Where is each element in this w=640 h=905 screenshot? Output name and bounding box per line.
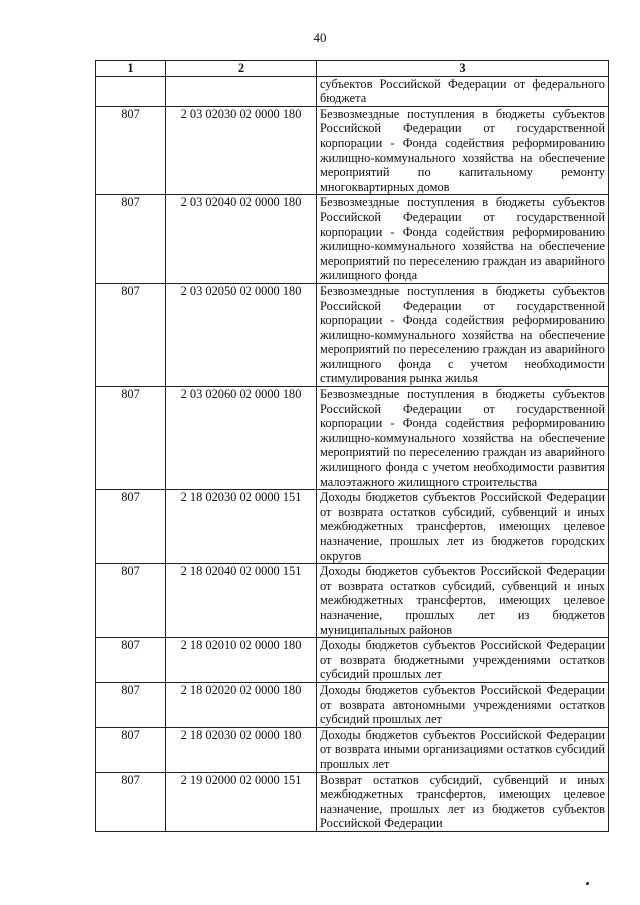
income-code-cell: 2 18 02020 02 0000 180 [166,682,317,727]
chapter-code-cell: 807 [96,772,166,831]
chapter-code-cell: 807 [96,564,166,638]
chapter-code-cell: 807 [96,283,166,386]
chapter-code-cell: 807 [96,195,166,284]
description-cell: субъектов Российской Федерации от федерального бюджета [317,76,609,106]
income-codes-table [95,60,609,832]
chapter-code-cell: 807 [96,387,166,490]
table-row [96,564,609,638]
table-row [96,638,609,683]
chapter-code-cell: 807 [96,106,166,195]
table-row [96,106,609,195]
table-row [96,387,609,490]
income-code-cell: 2 03 02050 02 0000 180 [166,283,317,386]
description-cell: Доходы бюджетов субъектов Российской Федерации от возврата остатков субсидий, субвенций и иных межбюджетных трансфертов, имеющих целевое назначение, прошлых лет из бюджетов муниципальных районов [317,564,609,638]
chapter-code-cell: 807 [96,638,166,683]
table-row [96,727,609,772]
income-code-cell: 2 03 02030 02 0000 180 [166,106,317,195]
header-col-2: 2 [166,61,317,77]
income-code-cell: 2 03 02040 02 0000 180 [166,195,317,284]
income-code-cell [166,76,317,106]
chapter-code-cell: 807 [96,727,166,772]
chapter-code-cell: 807 [96,490,166,564]
scan-speck [586,882,589,885]
description-cell: Безвозмездные поступления в бюджеты субъектов Российской Федерации от государственной корпорации - Фонда содействия реформированию жилищно-коммунального хозяйства на обеспечение мероприятий по переселению граждан из аварийного жилищного фонда [317,195,609,284]
description-cell: Доходы бюджетов субъектов Российской Федерации от возврата иными организациями остатков субсидий прошлых лет [317,727,609,772]
page-number: 40 [313,30,327,45]
description-cell: Безвозмездные поступления в бюджеты субъектов Российской Федерации от государственной корпорации - Фонда содействия реформированию жилищно-коммунального хозяйства на обеспечение мероприятий по переселению граждан из аварийного жилищного фонда с учетом необходимости развития малоэтажного жилищного строительства [317,387,609,490]
income-code-cell: 2 18 02010 02 0000 180 [166,638,317,683]
table-row [96,283,609,386]
description-cell: Безвозмездные поступления в бюджеты субъектов Российской Федерации от государственной корпорации - Фонда содействия реформированию жилищно-коммунального хозяйства на обеспечение мероприятий по переселению граждан из аварийного жилищного фонда с учетом необходимости стимулирования рынка жилья [317,283,609,386]
description-cell: Доходы бюджетов субъектов Российской Федерации от возврата остатков субсидий, субвенций и иных межбюджетных трансфертов, имеющих целевое назначение, прошлых лет из бюджетов городских округов [317,490,609,564]
description-cell: Безвозмездные поступления в бюджеты субъектов Российской Федерации от государственной корпорации - Фонда содействия реформированию жилищно-коммунального хозяйства на обеспечение мероприятий по капитальному ремонту многоквартирных домов [317,106,609,195]
table-row [96,490,609,564]
income-code-cell: 2 18 02030 02 0000 180 [166,727,317,772]
table-row [96,772,609,831]
income-code-cell: 2 19 02000 02 0000 151 [166,772,317,831]
table-row [96,682,609,727]
header-col-3: 3 [317,61,609,77]
table-header-row [96,61,609,77]
income-code-cell: 2 18 02030 02 0000 151 [166,490,317,564]
chapter-code-cell [96,76,166,106]
income-code-cell: 2 18 02040 02 0000 151 [166,564,317,638]
header-col-1: 1 [96,61,166,77]
description-cell: Доходы бюджетов субъектов Российской Федерации от возврата автономными учреждениями остатков субсидий прошлых лет [317,682,609,727]
chapter-code-cell: 807 [96,682,166,727]
table-row [96,195,609,284]
income-code-cell: 2 03 02060 02 0000 180 [166,387,317,490]
description-cell: Доходы бюджетов субъектов Российской Федерации от возврата бюджетными учреждениями остатков субсидий прошлых лет [317,638,609,683]
description-cell: Возврат остатков субсидий, субвенций и иных межбюджетных трансфертов, имеющих целевое назначение, прошлых лет из бюджетов субъектов Российской Федерации [317,772,609,831]
table-row [96,76,609,106]
